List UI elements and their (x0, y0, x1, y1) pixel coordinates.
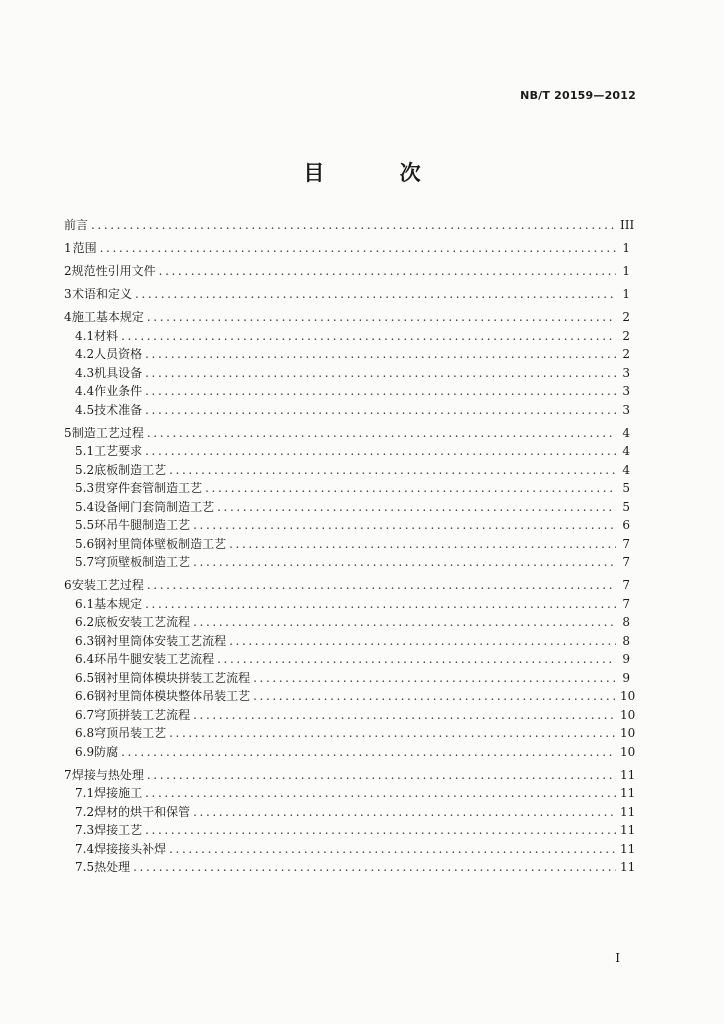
toc-entry-page: 3 (622, 402, 630, 417)
toc-entry-page: 2 (622, 310, 630, 324)
toc-entry-label: 工艺要求 (94, 444, 143, 458)
toc-entry[interactable] (64, 689, 636, 703)
toc-entry-label: 防腐 (94, 744, 119, 759)
toc-dot-leader (193, 615, 616, 629)
toc-dot-leader (145, 384, 616, 398)
toc-dot-leader (253, 689, 616, 703)
toc-entry-page: 11 (620, 841, 636, 856)
toc-entry-label: 前言 (64, 218, 89, 232)
toc-entry-number: 6.3 (75, 633, 95, 648)
toc-entry-page: 2 (622, 328, 630, 343)
toc-entry-number: 7.5 (75, 860, 95, 874)
toc-entry-number: 4.3 (75, 365, 95, 380)
toc-entry-number: 5.3 (75, 481, 95, 495)
toc-entry-number: 7.3 (75, 823, 95, 837)
toc-entry-number: 6.9 (75, 744, 95, 759)
toc-dot-leader (145, 366, 616, 380)
toc-entry-label: 设备闸门套筒制造工艺 (94, 499, 215, 514)
toc-dot-leader (169, 726, 616, 740)
toc-entry-page: 11 (620, 786, 636, 800)
toc-entry-label: 术语和定义 (72, 287, 133, 301)
table-of-contents (64, 218, 636, 874)
toc-entry-number: 7.4 (75, 841, 95, 856)
toc-dot-leader (253, 671, 616, 685)
toc-entry-page: 10 (620, 689, 636, 703)
toc-entry-number: 6.2 (75, 615, 95, 629)
toc-entry-label: 焊接接头补焊 (94, 841, 167, 856)
toc-dot-leader (217, 500, 616, 514)
toc-entry-label: 底板制造工艺 (94, 462, 167, 477)
toc-entry-label: 穹顶拼装工艺流程 (94, 707, 191, 722)
toc-dot-leader (145, 403, 616, 417)
toc-entry[interactable] (64, 444, 630, 458)
toc-entry-label: 穹顶壁板制造工艺 (94, 555, 191, 569)
toc-entry[interactable] (64, 652, 630, 666)
toc-entry[interactable] (64, 767, 636, 782)
toc-entry-number: 5 (64, 425, 72, 440)
toc-entry-label: 穹顶吊装工艺 (94, 726, 167, 740)
toc-entry[interactable] (64, 744, 636, 759)
toc-entry-page: 7 (622, 555, 630, 569)
toc-entry[interactable] (64, 707, 636, 722)
toc-entry-label: 作业条件 (94, 384, 143, 398)
toc-entry[interactable] (64, 310, 630, 324)
toc-dot-leader (135, 287, 616, 301)
toc-entry[interactable] (64, 841, 636, 856)
toc-entry-number: 7.1 (75, 786, 95, 800)
toc-entry-label: 钢衬里筒体模块拼装工艺流程 (94, 670, 251, 685)
toc-entry-label: 钢衬里筒体安装工艺流程 (94, 633, 227, 648)
toc-entry[interactable] (64, 366, 630, 380)
toc-entry-page: 9 (622, 670, 630, 685)
toc-entry[interactable] (64, 671, 630, 685)
toc-entry-page: 7 (622, 578, 630, 592)
toc-dot-leader (145, 347, 616, 361)
document-code: NB/T 20159—2012 (520, 89, 636, 102)
toc-dot-leader (147, 578, 616, 592)
toc-entry[interactable] (64, 786, 636, 800)
toc-entry-page: 8 (622, 615, 630, 629)
toc-entry-page: 11 (620, 804, 636, 819)
toc-entry-page: 3 (622, 384, 630, 398)
toc-entry-label: 环吊牛腿安装工艺流程 (94, 652, 215, 666)
toc-entry-page: 10 (620, 707, 636, 722)
page-number: I (615, 951, 620, 965)
toc-entry-label: 钢衬里筒体壁板制造工艺 (94, 536, 227, 551)
toc-entry-label: 热处理 (94, 860, 131, 874)
toc-dot-leader (91, 218, 616, 232)
toc-entry-page: 7 (622, 596, 630, 611)
toc-entry-label: 施工基本规定 (71, 310, 144, 324)
toc-entry[interactable] (64, 726, 636, 740)
toc-entry[interactable] (64, 555, 630, 569)
toc-entry[interactable] (64, 481, 630, 495)
toc-dot-leader (193, 708, 616, 722)
toc-entry-page: 8 (622, 633, 630, 648)
toc-entry-page: 11 (620, 767, 636, 782)
toc-entry-label: 范围 (72, 241, 97, 255)
page-title: 目 次 (303, 161, 455, 185)
toc-entry[interactable] (64, 463, 630, 477)
toc-entry-label: 贯穿件套管制造工艺 (94, 481, 203, 495)
toc-dot-leader (145, 444, 616, 458)
toc-entry-label: 焊材的烘干和保管 (94, 804, 191, 819)
toc-entry-number: 4.5 (75, 402, 95, 417)
toc-entry-number: 6.8 (75, 726, 95, 740)
toc-dot-leader (229, 634, 616, 648)
toc-entry-number: 3 (64, 287, 72, 301)
toc-entry-number: 7.2 (75, 804, 95, 819)
toc-entry-page: 5 (622, 499, 630, 514)
toc-dot-leader (169, 842, 616, 856)
toc-entry-number: 5.1 (75, 444, 95, 458)
toc-entry[interactable] (64, 823, 636, 837)
toc-entry-label: 人员资格 (94, 347, 143, 361)
toc-entry-label: 环吊牛腿制造工艺 (94, 518, 191, 532)
toc-entry-number: 4 (64, 310, 72, 324)
toc-entry-number: 4.2 (75, 347, 95, 361)
toc-entry-label: 机具设备 (94, 365, 143, 380)
toc-entry-number: 5.6 (75, 536, 95, 551)
toc-entry-page: 4 (622, 462, 630, 477)
toc-entry-label: 规范性引用文件 (71, 264, 156, 278)
toc-entry[interactable] (64, 403, 630, 417)
toc-entry-label: 钢衬里筒体模块整体吊装工艺 (94, 689, 251, 703)
toc-entry[interactable] (64, 804, 636, 819)
toc-entry-page: 4 (622, 444, 630, 458)
toc-dot-leader (193, 555, 616, 569)
toc-entry-number: 6.5 (75, 670, 95, 685)
toc-entry-page: 1 (622, 241, 630, 255)
toc-dot-leader (217, 652, 616, 666)
toc-dot-leader (193, 805, 616, 819)
toc-dot-leader (159, 264, 616, 278)
toc-dot-leader (169, 463, 616, 477)
toc-entry[interactable] (64, 518, 630, 532)
toc-dot-leader (147, 426, 616, 440)
toc-entry-label: 基本规定 (94, 596, 143, 611)
toc-entry[interactable] (64, 426, 630, 440)
toc-entry[interactable] (64, 347, 630, 361)
toc-entry-page: 5 (622, 481, 630, 495)
toc-entry-label: 焊接施工 (94, 786, 143, 800)
toc-entry[interactable] (64, 860, 636, 874)
toc-dot-leader (145, 786, 616, 800)
toc-entry-page: 9 (622, 652, 630, 666)
toc-entry-page: 11 (620, 860, 636, 874)
toc-entry[interactable] (64, 597, 630, 611)
toc-entry-page: 4 (622, 425, 630, 440)
toc-entry[interactable] (64, 615, 630, 629)
toc-entry-page: 7 (622, 536, 630, 551)
toc-dot-leader (193, 518, 616, 532)
toc-entry[interactable] (64, 537, 630, 551)
toc-entry-label: 材料 (94, 328, 119, 343)
toc-entry-label: 焊接与热处理 (71, 767, 144, 782)
toc-entry-page: 10 (620, 744, 636, 759)
toc-dot-leader (147, 768, 616, 782)
toc-entry-page: 6 (622, 518, 630, 532)
toc-entry-page: III (620, 218, 635, 232)
toc-entry-number: 6.4 (75, 652, 95, 666)
toc-entry-number: 6.1 (75, 596, 95, 611)
toc-entry[interactable] (64, 384, 630, 398)
toc-entry[interactable] (64, 218, 635, 232)
toc-entry-number: 5.4 (75, 499, 95, 514)
toc-entry[interactable] (64, 264, 630, 278)
toc-dot-leader (133, 860, 616, 874)
toc-entry-number: 5.5 (75, 518, 95, 532)
toc-dot-leader (147, 310, 616, 324)
toc-entry-number: 2 (64, 264, 72, 278)
toc-entry-page: 11 (620, 823, 636, 837)
toc-entry-page: 3 (622, 365, 630, 380)
toc-entry-label: 安装工艺过程 (71, 578, 144, 592)
toc-entry-number: 5.2 (75, 462, 95, 477)
toc-entry-number: 6.7 (75, 707, 95, 722)
toc-entry-number: 6.6 (75, 689, 95, 703)
toc-dot-leader (205, 481, 616, 495)
toc-entry-number: 4.4 (75, 384, 95, 398)
toc-entry-number: 7 (64, 767, 72, 782)
toc-entry-number: 6 (64, 578, 72, 592)
toc-entry[interactable] (64, 500, 630, 514)
toc-entry-page: 2 (622, 347, 630, 361)
toc-entry-number: 5.7 (75, 555, 95, 569)
toc-entry-label: 底板安装工艺流程 (94, 615, 191, 629)
toc-entry[interactable] (64, 578, 630, 592)
toc-dot-leader (121, 329, 616, 343)
toc-entry-number: 4.1 (75, 328, 95, 343)
toc-entry-page: 1 (622, 287, 630, 301)
toc-dot-leader (121, 745, 616, 759)
toc-entry[interactable] (64, 287, 630, 301)
toc-entry-label: 制造工艺过程 (71, 425, 144, 440)
toc-entry[interactable] (64, 241, 630, 255)
toc-dot-leader (229, 537, 616, 551)
toc-entry-page: 1 (622, 264, 630, 278)
toc-entry[interactable] (64, 634, 630, 648)
toc-entry-label: 焊接工艺 (94, 823, 143, 837)
toc-dot-leader (100, 241, 616, 255)
toc-dot-leader (145, 823, 616, 837)
toc-entry-page: 10 (620, 726, 636, 740)
toc-entry-label: 技术准备 (94, 402, 143, 417)
toc-entry-number: 1 (64, 241, 72, 255)
toc-dot-leader (145, 597, 616, 611)
toc-entry[interactable] (64, 329, 630, 343)
